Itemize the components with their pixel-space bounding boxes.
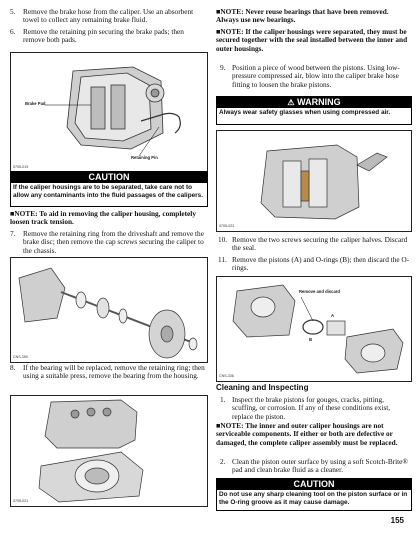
callout-a: A — [331, 313, 335, 318]
step-text: Remove the retaining ring from the driveshaft and remove the brake disc; then remove the cap screws securing the caliper to the chassis. — [23, 229, 204, 255]
warning-box — [216, 96, 412, 125]
figure-id: CNS-359 — [13, 355, 28, 359]
figure-bearing-housing — [10, 395, 208, 507]
step-number: 5. — [10, 7, 16, 16]
figure-pistons-air — [216, 130, 412, 232]
page-number: 155 — [390, 516, 404, 525]
warning-title: WARNING — [297, 97, 341, 107]
driveshaft-exploded-illustration — [11, 258, 207, 362]
step-number: 2. — [220, 457, 226, 466]
caliper-pads-illustration — [11, 53, 207, 172]
caution-title: CAUTION — [11, 172, 207, 183]
step-text: Clean the piston outer surface by using a soft Scotch-Brite® pad and clean brake fluid as a cleaner. — [232, 457, 408, 475]
note-caliper-seal: ■NOTE: If the caliper housings were separated, they must be secured together with the seal installed between the inner and outer housings. — [216, 27, 408, 53]
step-9 — [216, 64, 410, 89]
warning-text: Always wear safety glasses when using compressed air. — [219, 109, 391, 116]
step-8 — [10, 364, 206, 381]
step-11 — [216, 256, 410, 273]
caliper-compressed-air-illustration — [217, 131, 411, 231]
figure-id: 0705-019 — [13, 165, 29, 169]
note-track-tension: ■NOTE: To aid in removing the caliper housing, completely loosen track tension. — [10, 209, 196, 227]
callout-b: B — [309, 337, 313, 342]
step-text: Position a piece of wood between the pistons. Using low-pressure compressed air, blow into the caliper brake hose fitting to loosen the brake pistons. — [232, 63, 400, 89]
step-1 — [216, 396, 410, 421]
step-text: Remove the brake hose from the caliper. Use an absorbent towel to collect any remaining brake fluid. — [23, 7, 194, 25]
figure-id: 0705-021 — [13, 499, 29, 503]
figure-id: CNS-336 — [219, 374, 234, 378]
figure-driveshaft-disc — [10, 257, 208, 363]
step-number: 9. — [220, 63, 226, 72]
step-2 — [216, 458, 410, 475]
callout-brake-pad: Brake Pad — [25, 101, 46, 106]
section-heading: Cleaning and Inspecting — [216, 383, 309, 392]
callout-remove-discard: Remove and discard — [299, 289, 340, 294]
step-number: 8. — [10, 363, 16, 372]
note-housings: ■NOTE: The inner and outer caliper housings are not serviceable components. If either or both are defective or damaged, the complete caliper assembly must be replaced. — [216, 421, 398, 447]
figure-brake-pads — [10, 52, 208, 173]
caution-text: Do not use any sharp cleaning tool on the piston surface or in the O-ring groove as it may cause damage. — [219, 491, 408, 506]
callout-retaining-pin: Retaining Pin — [131, 155, 158, 160]
caution-title: CAUTION — [217, 479, 411, 490]
note-bearings: ■NOTE: Never reuse bearings that have been removed. Always use new bearings. — [216, 7, 389, 25]
step-text: Inspect the brake pistons for gouges, cracks, pitting, scuffing, or corrosion. If any of these conditions exist, replace the piston. — [232, 395, 391, 421]
step-5 — [10, 8, 206, 25]
step-6 — [10, 28, 206, 45]
step-text: Remove the retaining pin securing the brake pads; then remove both pads. — [23, 27, 184, 45]
bearing-housing-illustration — [11, 396, 207, 506]
warning-triangle-icon: ⚠ — [287, 98, 295, 107]
step-text: If the bearing will be replaced, remove the retaining ring; then using a suitable press, remove the bearing from the housing. — [23, 363, 205, 381]
step-number: 10. — [218, 235, 228, 244]
step-number: 11. — [218, 255, 227, 264]
figure-pistons-orings — [216, 276, 412, 382]
step-number: 6. — [10, 27, 16, 36]
caution-box — [10, 171, 208, 207]
figure-id: 0705-023 — [219, 224, 235, 228]
step-7 — [10, 230, 206, 255]
caution-box — [216, 478, 412, 511]
step-text: Remove the pistons (A) and O-rings (B); then discard the O-rings. — [232, 255, 410, 273]
step-number: 7. — [10, 229, 16, 238]
step-10 — [216, 236, 410, 253]
step-number: 1. — [220, 395, 226, 404]
step-text: Remove the two screws securing the caliper halves. Discard the seal. — [232, 235, 408, 253]
caution-text: If the caliper housings are to be separated, take care not to allow any contaminants into the fluid passages of the calipers. — [13, 184, 203, 199]
